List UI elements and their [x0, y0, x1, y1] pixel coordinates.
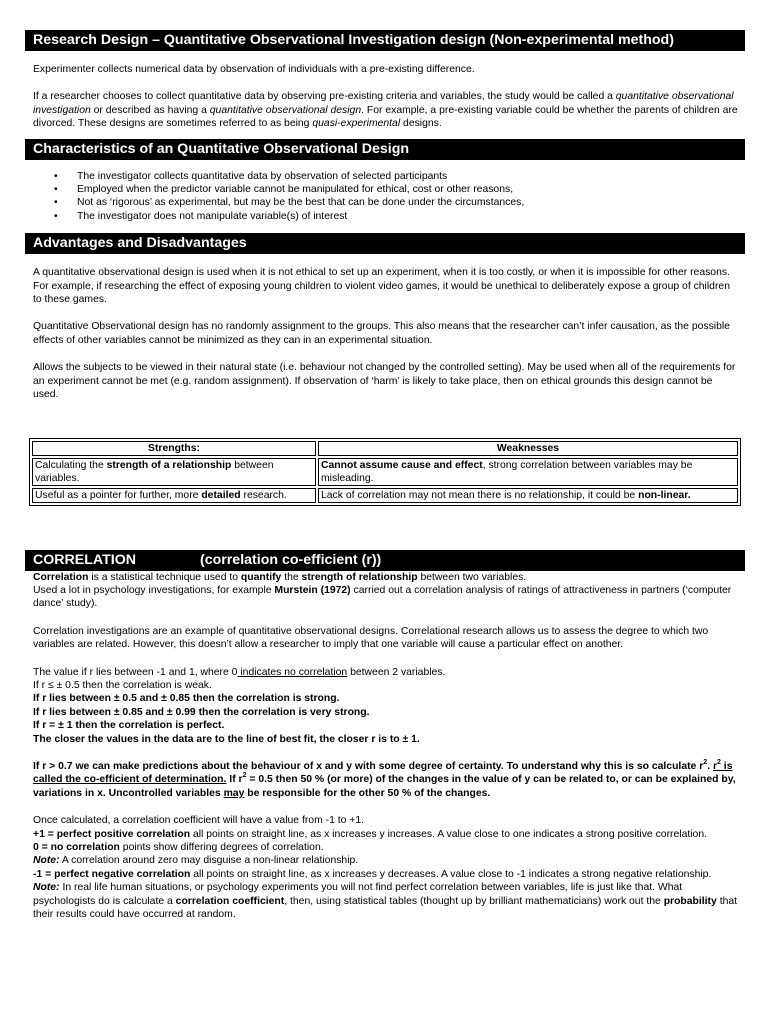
bold-term: strength of relationship: [301, 571, 418, 583]
weaknesses-header: Weaknesses: [318, 441, 738, 456]
list-item: • The investigator collects quantitative data by observation of selected participants: [33, 170, 739, 183]
table-cell: [318, 458, 738, 486]
text: , strong correlation between variables may be misleading.: [321, 459, 693, 484]
paragraph: [33, 854, 739, 867]
bold-line: The closer the values in the data are to the line of best fit, the closer r is to ± 1.: [33, 733, 420, 745]
strengths-header: Strengths:: [32, 441, 316, 456]
paragraph: [33, 666, 739, 679]
bold-term: 0 = no correlation: [33, 842, 120, 853]
paragraph: Once calculated, a correlation coefficient will have a value from -1 to +1.: [33, 815, 365, 827]
text: If r > 0.7 we can make predictions about the behaviour of x and y with some degree of certainty. To understand why this is so calculate r: [33, 760, 704, 772]
paragraph: [33, 584, 739, 611]
bold-term: quantify: [240, 571, 282, 583]
text: designs.: [400, 118, 442, 130]
text: r: [712, 760, 718, 772]
bold-term: Cannot assume cause and effect: [321, 459, 483, 471]
text: , then, using statistical tables (thought up by brilliant mathematicians) work out the: [284, 895, 664, 907]
paragraph: [33, 571, 739, 584]
text: In real life human situations, or psychology experiments you will not find perfect correlation between variables, life is just like that. What psychologists do is calculate a: [33, 882, 683, 907]
section-characteristics-body: [33, 170, 739, 224]
superscript: 2: [703, 758, 708, 766]
section-advantages-body: [33, 266, 739, 401]
strengths-weaknesses-table: [29, 438, 741, 506]
paragraph: Experimenter collects numerical data by observation of individuals with a pre-existing difference.: [33, 64, 475, 75]
superscript: 2: [242, 772, 247, 780]
bold-term: strength of a relationship: [106, 459, 232, 471]
text: is called the co-efficient of determination.: [33, 760, 733, 786]
text: all points on straight line, as x increases y increases. A value close to one indicates a strong positive correlation.: [190, 828, 708, 840]
text: the: [281, 571, 302, 583]
text: . For example, a pre-existing variable could be whether the parents of children are divorced. These designs are sometimes referred to as being: [33, 104, 738, 130]
table-cell: [32, 458, 316, 486]
text: between 2 variables.: [347, 666, 446, 678]
bold-line: If r lies between ± 0.85 and ± 0.99 then the correlation is very strong.: [33, 706, 370, 718]
determination-paragraph: [33, 760, 739, 800]
bullet-list: [33, 170, 739, 224]
paragraph: [33, 733, 739, 746]
paragraph: [33, 828, 739, 841]
paragraph: [33, 719, 739, 732]
paragraph: [33, 868, 739, 881]
text: or described as having a: [90, 104, 210, 116]
text: research.: [240, 489, 287, 501]
text: If a researcher chooses to collect quantitative data by observing pre-existing criteria and variables, the study would be called a: [33, 91, 616, 103]
section-header-research-design: Research Design – Quantitative Observational Investigation design (Non-experimental method): [25, 30, 745, 51]
text: that their results could have occurred at random.: [33, 895, 738, 921]
italic-term: quantitative observational design: [209, 104, 362, 116]
text: Calculating the: [35, 459, 107, 471]
table-row: [32, 488, 738, 503]
paragraph: [33, 841, 739, 854]
bold-term: probability: [663, 895, 717, 907]
underlined-term: indicates no correlation: [237, 666, 348, 678]
paragraph: A quantitative observational design is used when it is not ethical to set up an experiment, when it is too costly, or when it is impossible for other reasons. For example, if researching the effect of exposing young children to violent video games, it would be unethical to deliberately expose a group of children to these games.: [33, 267, 730, 306]
header-main: CORRELATION: [33, 551, 136, 568]
text: The value if r lies between -1 and 1, where 0: [33, 666, 238, 678]
paragraph: [33, 706, 739, 719]
section-research-design-body: [33, 63, 739, 131]
bold-term: Correlation: [33, 571, 89, 583]
text: carried out a correlation analysis of ratings of attractiveness in partners (‘computer dance’ study).: [33, 584, 732, 610]
paragraph: If r ≤ ± 0.5 then the correlation is weak.: [33, 679, 212, 691]
section-header-correlation: [25, 550, 745, 571]
paragraph: Quantitative Observational design has no randomly assignment to the groups. This also means that the researcher can’t infer causation, as the possible effects of other variables cannot be minimized as they can in an experimental situation.: [33, 321, 730, 346]
document-page: [25, 30, 745, 921]
table-cell: [32, 488, 316, 503]
table-header-row: [32, 441, 738, 456]
bold-term: detailed: [201, 489, 241, 501]
paragraph: [33, 90, 739, 130]
text: .: [707, 760, 713, 772]
bold-line: If r = ± 1 then the correlation is perfect.: [33, 720, 225, 732]
list-item: • Employed when the predictor variable cannot be manipulated for ethical, cost or other reasons,: [33, 183, 739, 196]
paragraph: Correlation investigations are an example of quantitative observational designs. Correlational research allows us to assess the degree to which two variables are related. However, this doesn’t allow a researcher to imply that one variable will cause a particular effect on another.: [33, 625, 709, 651]
text: = 0.5 then 50 % (or more) of the changes in the value of y can be related to, or can be explained by, variations in x. Uncontrolled variables: [33, 774, 736, 799]
bold-term: correlation coefficient: [175, 895, 285, 907]
header-sub: (correlation co-efficient (r)): [199, 551, 382, 568]
note-label: Note:: [33, 882, 60, 894]
underlined-term: may: [223, 787, 245, 799]
list-item: • The investigator does not manipulate variable(s) of interest: [33, 210, 739, 223]
bold-term: +1 = perfect positive correlation: [33, 828, 191, 840]
table-row: [32, 458, 738, 486]
paragraph: Allows the subjects to be viewed in their natural state (i.e. behaviour not changed by the controlled setting). May be used when all of the requirements for an experiment cannot be met (e.g. random assignment). If observation of ‘harm’ is likely to take place, then on ethical grounds this design cannot be used.: [33, 362, 736, 401]
text: If r: [226, 774, 243, 786]
text: all points on straight line, as x increases y decreases. A value close to -1 indicates a strong negative relationship.: [190, 868, 712, 880]
text: Lack of correlation may not mean there is no relationship, it could be: [321, 489, 639, 501]
section-header-advantages: Advantages and Disadvantages: [25, 233, 745, 254]
list-item: • Not as ‘rigorous’ as experimental, but may be the best that can be done under the circumstances,: [33, 196, 739, 209]
text: be responsible for the other 50 % of the changes.: [244, 787, 491, 799]
section-correlation-body: [33, 571, 739, 922]
italic-term: quasi-experimental: [312, 118, 401, 130]
bold-term: non-linear.: [638, 489, 691, 501]
text: between two variables.: [417, 571, 527, 583]
text: Useful as a pointer for further, more: [35, 489, 202, 501]
note-label: Note:: [33, 855, 60, 867]
bold-term: Murstein (1972): [274, 584, 351, 596]
italic-term: quantitative observational investigation: [33, 91, 734, 116]
text: between variables.: [35, 459, 274, 484]
superscript: 2: [717, 758, 721, 766]
section-header-characteristics: Characteristics of an Quantitative Observational Design: [25, 139, 745, 160]
paragraph: [33, 881, 739, 921]
bold-term: -1 = perfect negative correlation: [33, 868, 191, 880]
text: A correlation around zero may disguise a non-linear relationship.: [59, 855, 359, 867]
text: is a statistical technique used to: [88, 571, 241, 583]
table-cell: [318, 488, 738, 503]
text: Used a lot in psychology investigations, for example: [33, 584, 275, 596]
bold-line: If r lies between ± 0.5 and ± 0.85 then the correlation is strong.: [33, 693, 340, 705]
paragraph: [33, 692, 739, 705]
text: points show differing degrees of correlation.: [119, 842, 324, 853]
